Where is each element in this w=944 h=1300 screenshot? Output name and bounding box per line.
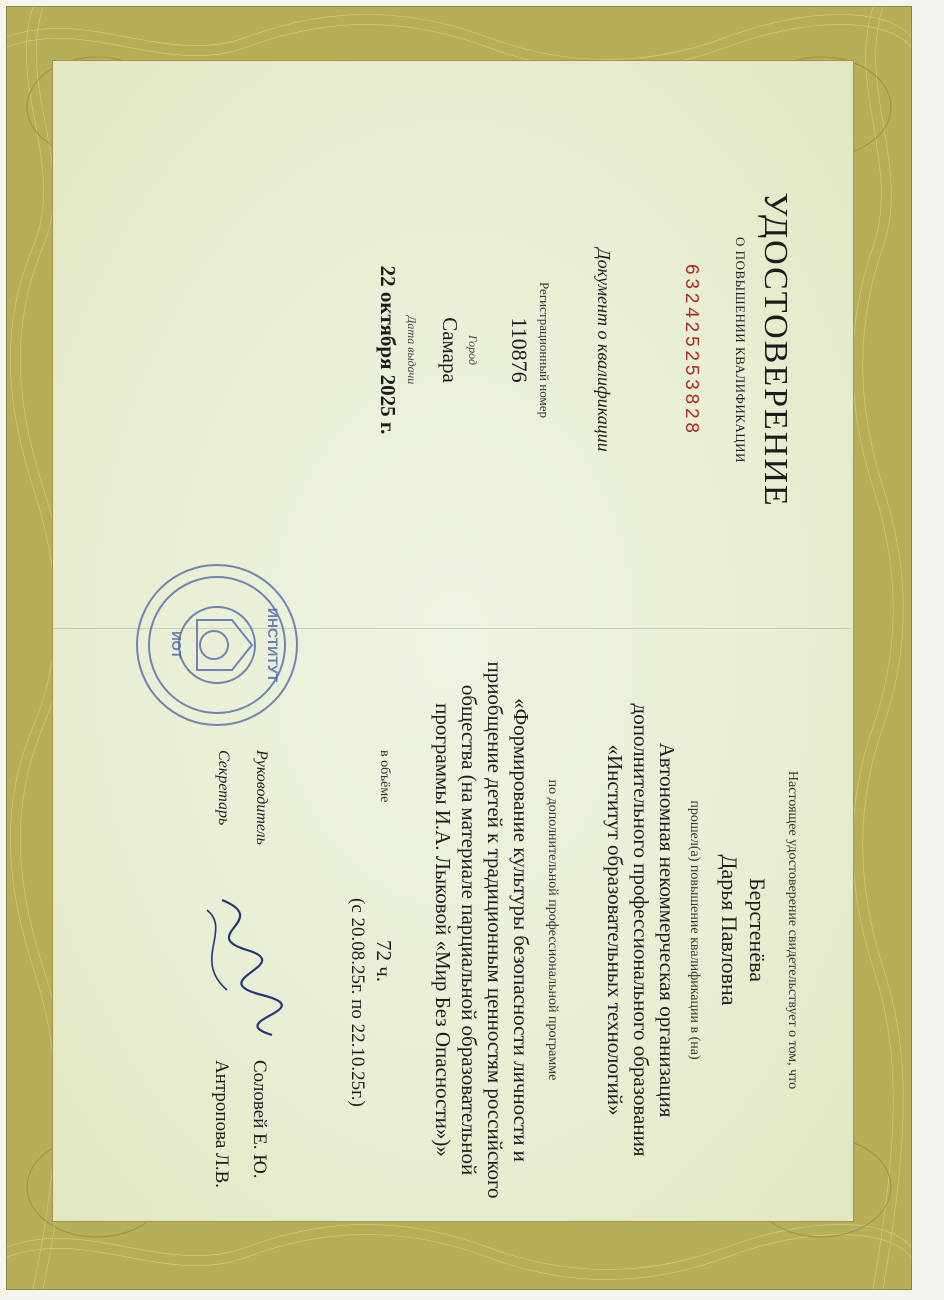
stamp-abbrev: ИОТ: [169, 631, 184, 659]
stamp-center-text: ИНСТИТУТ: [265, 607, 281, 683]
issue-date-label: Дата выдачи: [405, 315, 419, 385]
passed-text: прошел(а) повышение квалификации в (на): [687, 800, 702, 1060]
serial-number: 632425253828: [680, 263, 702, 437]
secretary-name: Антропова Л.В.: [211, 1060, 232, 1189]
signature-icon: [182, 890, 292, 1040]
city-label: Город: [466, 334, 480, 366]
document-type: Документ о квалификации: [594, 248, 614, 452]
head-label: Руководитель: [253, 750, 270, 845]
study-period: (с 20.08.25г. по 22.10.25г.): [347, 898, 368, 1107]
certificate-title: УДОСТОВЕРЕНИЕ: [757, 192, 794, 508]
hours-value: 72 ч.: [372, 940, 396, 983]
recipient-given-names: Дарья Павловна: [717, 854, 742, 1006]
head-name: Соловей Е. Ю.: [249, 1060, 270, 1179]
registration-number: 110876: [507, 317, 532, 383]
certificate-left-panel: [52, 60, 852, 640]
certificate-subtitle: О ПОВЫШЕНИИ КВАЛИФИКАЦИИ: [733, 237, 748, 463]
organization-name: Автономная некоммерческая организация дополнительного профессионального образования «Институт образовательных технологий»: [603, 703, 679, 1157]
program-title: «Формирование культуры безопасности личности и приобщение детей к традиционным ценностям российского общества (на материале парциальной образовательной программы И.А. Лыковой «Мир Без Опасности»)»: [431, 661, 533, 1199]
recipient-surname: Берстенёва: [745, 878, 770, 982]
volume-label: в объёме: [377, 750, 392, 803]
registration-label: Регистрационный номер: [537, 282, 552, 418]
intro-text: Настоящее удостоверение свидетельствует о том, что: [785, 770, 800, 1090]
rotated-certificate-content: [52, 60, 852, 1220]
secretary-label: Секретарь: [215, 750, 232, 826]
institute-stamp-icon: [132, 560, 302, 730]
certificate-right-panel: [52, 607, 852, 1220]
issue-date: 22 октября 2025 г.: [376, 265, 400, 435]
city-value: Самара: [438, 317, 462, 383]
program-label: по дополнительной профессиональной программе: [545, 779, 560, 1081]
